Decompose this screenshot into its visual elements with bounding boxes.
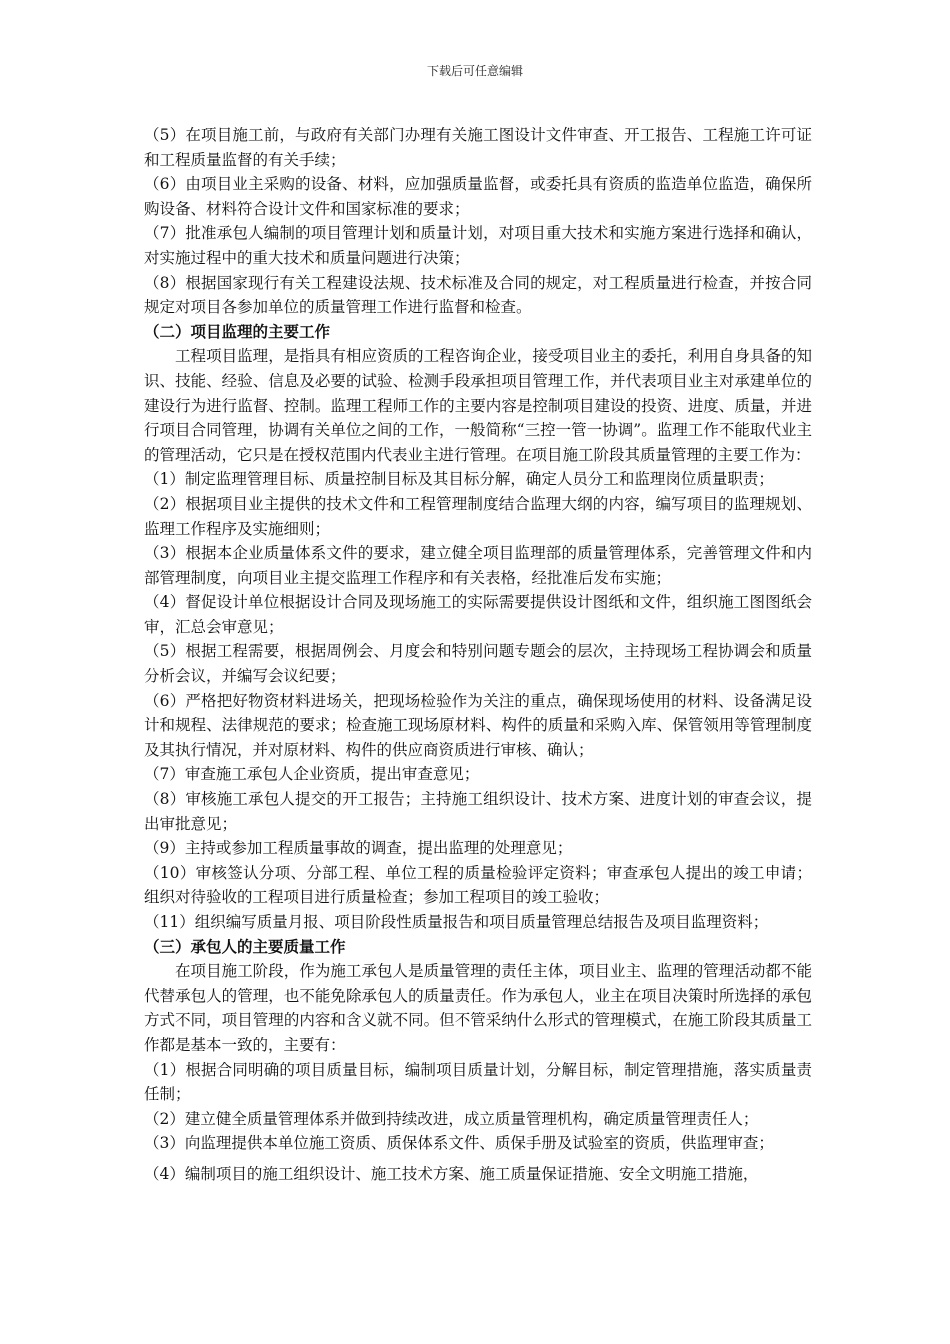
section-heading: （二）项目监理的主要工作 (144, 321, 331, 341)
page-header: 下载后可任意编辑 (426, 64, 523, 78)
paragraph: 工程项目监理，是指具有相应资质的工程咨询企业，接受项目业主的委托，利用自身具备的知识、技能、经验、信息及必要的试验、检测手段承担项目管理工作，并代表项目业主对承建单位的建设行为进行监督、控制。监理工程师工作的主要内容是控制项目建设的投资、进度、质量，并进行项目合同管理，协调有关单位之间的工作，一般简称“三控一管一协调”。监理工作不能取代业主的管理活动，它只是在授权范围内代表业主进行管理。在项目施工阶段其质量管理的主要工作为： (144, 347, 812, 464)
paragraph: （11）组织编写质量月报、项目阶段性质量报告和项目质量管理总结报告及项目监理资料； (144, 913, 769, 931)
paragraph: （4）编制项目的施工组织设计、施工技术方案、施工质量保证措施、安全文明施工措施， (144, 1164, 759, 1183)
paragraph: （6）由项目业主采购的设备、材料，应加强质量监督，或委托具有资质的监造单位监造，确保所购设备、材料符合设计文件和国家标准的要求； (144, 175, 812, 218)
paragraph: （4）督促设计单位根据设计合同及现场施工的实际需要提供设计图纸和文件，组织施工图图纸会审，汇总会审意见； (144, 593, 812, 636)
paragraph: （5）在项目施工前，与政府有关部门办理有关施工图设计文件审查、开工报告、工程施工许可证和工程质量监督的有关手续； (144, 126, 812, 169)
paragraph: （6）严格把好物资材料进场关，把现场检验作为关注的重点，确保现场使用的材料、设备满足设计和规程、法律规范的要求；检查施工现场原材料、构件的质量和采购入库、保管领用等管理制度及其执行情况，并对原材料、构件的供应商资质进行审核、确认； (144, 691, 812, 759)
paragraph: （8）审核施工承包人提交的开工报告；主持施工组织设计、技术方案、进度计划的审查会议，提出审批意见； (144, 790, 812, 833)
paragraph: （2）建立健全质量管理体系并做到持续改进，成立质量管理机构，确定质量管理责任人； (144, 1109, 759, 1128)
paragraph: （10）审核签认分项、分部工程、单位工程的质量检验评定资料；审查承包人提出的竣工申请；组织对待验收的工程项目进行质量检查；参加工程项目的竣工验收； (144, 863, 812, 907)
paragraph: （1）制定监理管理目标、质量控制目标及其目标分解，确定人员分工和监理岗位质量职责； (144, 470, 774, 489)
paragraph: （9）主持或参加工程质量事故的调查，提出监理的处理意见； (144, 839, 573, 858)
paragraph: （3）向监理提供本单位施工资质、质保体系文件、质保手册及试验室的资质，供监理审查； (144, 1134, 774, 1153)
document-body (144, 123, 812, 1187)
paragraph: （3）根据本企业质量体系文件的要求，建立健全项目监理部的质量管理体系，完善管理文件和内部管理制度，向项目业主提交监理工作程序和有关表格，经批准后发布实施； (144, 544, 812, 587)
section-heading: （三）承包人的主要质量工作 (144, 936, 346, 956)
paragraph: （5）根据工程需要，根据周例会、月度会和特别问题专题会的层次，主持现场工程协调会和质量分析会议，并编写会议纪要； (144, 642, 812, 686)
paragraph: （7）审查施工承包人企业资质，提出审查意见； (144, 765, 480, 784)
paragraph: 在项目施工阶段，作为施工承包人是质量管理的责任主体，项目业主、监理的管理活动都不能代替承包人的管理，也不能免除承包人的质量责任。作为承包人，业主在项目决策时所选择的承包方式不同，项目管理的内容和含义就不同。但不管采纳什么形式的管理模式，在施工阶段其质量工作都是基本一致的，主要有： (144, 962, 812, 1054)
paragraph: （2）根据项目业主提供的技术文件和工程管理制度结合监理大纲的内容，编写项目的监理规划、监理工作程序及实施细则； (144, 494, 812, 538)
paragraph: （1）根据合同明确的项目质量目标，编制项目质量计划，分解目标，制定管理措施，落实质量责任制； (144, 1060, 812, 1104)
paragraph: （8）根据国家现行有关工程建设法规、技术标准及合同的规定，对工程质量进行检查，并按合同规定对项目各参加单位的质量管理工作进行监督和检查。 (144, 273, 812, 317)
paragraph: （7）批准承包人编制的项目管理计划和质量计划，对项目重大技术和实施方案进行选择和确认，对实施过程中的重大技术和质量问题进行决策； (144, 224, 812, 267)
